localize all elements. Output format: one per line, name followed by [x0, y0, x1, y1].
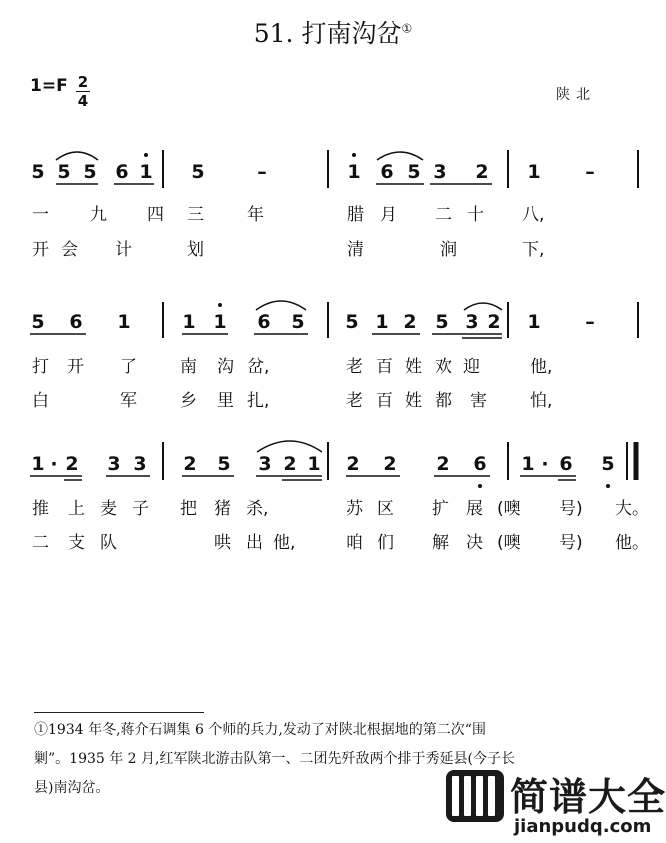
lyric-r3-v1-0: 推 [32, 499, 49, 519]
svg-text:1: 1 [117, 311, 131, 333]
lyric-r2-v2-10: 怕, [530, 391, 553, 411]
lyric-r2-v1-8: 姓 [405, 357, 422, 377]
svg-text:6: 6 [115, 161, 129, 183]
lyric-r3-v2-9: 决 [466, 533, 483, 553]
lyric-r2-v2-2: 乡 [180, 391, 197, 411]
lyric-r3-v1-6: 杀, [246, 499, 269, 519]
lyric-r1-v1-2: 四 [147, 205, 164, 225]
svg-text:5: 5 [291, 311, 305, 333]
svg-text:3: 3 [433, 161, 447, 183]
lyric-r3-v2-8: 解 [432, 533, 449, 553]
svg-text:5: 5 [407, 161, 421, 183]
svg-text:5: 5 [601, 453, 615, 475]
lyric-r3-v1-11: (噢 [497, 499, 521, 519]
svg-text:–: – [585, 311, 595, 333]
footnote-divider [34, 712, 204, 713]
song-number: 51. [253, 19, 294, 48]
lyric-r3-v1-10: 展 [466, 499, 483, 519]
lyric-r2-v1-0: 打 [32, 357, 49, 377]
footnote-line-1: ①1934 年冬,蒋介石调集 6 个师的兵力,发动了对陕北根据地的第二次“围 [34, 722, 486, 738]
score-row-1 [31, 161, 594, 183]
watermark-url: jianpudq.com [514, 816, 652, 837]
svg-text:2: 2 [283, 453, 297, 475]
lyric-r3-v1-7: 苏 [346, 499, 363, 519]
title-footnote-mark: ① [401, 21, 413, 36]
lyric-r1-v1-7: 二 [435, 205, 452, 225]
lyric-r3-v1-4: 把 [180, 499, 197, 519]
svg-text:5: 5 [345, 311, 359, 333]
svg-text:·: · [541, 453, 549, 475]
svg-text:5: 5 [191, 161, 205, 183]
svg-text:1: 1 [31, 453, 45, 475]
svg-text:2: 2 [346, 453, 360, 475]
lyric-r2-v2-3: 里 [217, 391, 234, 411]
lyric-r2-v2-9: 害 [470, 391, 487, 411]
key-signature: 1=F [30, 76, 68, 96]
footnote-line-2: 剿”。1935 年 2 月,红军陕北游击队第一、二团先歼敌两个排于秀延县(今子长 [34, 751, 515, 767]
svg-text:1: 1 [307, 453, 321, 475]
svg-text:2: 2 [436, 453, 450, 475]
svg-text:1: 1 [347, 161, 361, 183]
svg-text:2: 2 [475, 161, 489, 183]
lyric-r2-v1-11: 他, [530, 357, 553, 377]
svg-text:2: 2 [487, 311, 501, 333]
lyric-r3-v1-1: 上 [68, 499, 85, 519]
song-origin: 陕北 [556, 87, 596, 103]
svg-text:1: 1 [182, 311, 196, 333]
svg-text:5: 5 [31, 161, 45, 183]
lyric-r3-v1-8: 区 [377, 499, 394, 519]
lyric-r3-v2-12: 他。 [615, 533, 649, 553]
svg-text:6: 6 [257, 311, 271, 333]
lyric-r3-v1-9: 扩 [432, 499, 449, 519]
lyric-r2-v1-9: 欢 [435, 357, 452, 377]
lyric-r3-v1-12: 号) [559, 499, 583, 519]
score-row-2 [31, 311, 594, 333]
lyric-r2-v2-4: 扎, [247, 391, 270, 411]
svg-text:–: – [257, 161, 267, 183]
svg-text:1: 1 [521, 453, 535, 475]
svg-text:3: 3 [107, 453, 121, 475]
lyric-r2-v1-1: 开 [67, 357, 84, 377]
lyric-r3-v1-3: 子 [132, 499, 149, 519]
svg-text:5: 5 [217, 453, 231, 475]
lyric-r1-v1-5: 腊 [347, 205, 364, 225]
lyric-r2-v1-10: 迎 [463, 357, 480, 377]
lyric-r2-v2-5: 老 [346, 391, 363, 411]
lyric-r3-v1-13: 大。 [615, 499, 649, 519]
lyric-r2-v1-5: 岔, [247, 357, 270, 377]
piano-logo-icon [446, 770, 504, 822]
svg-text:5: 5 [435, 311, 449, 333]
lyric-r1-v2-1: 会 [61, 240, 78, 260]
svg-text:1: 1 [527, 311, 541, 333]
lyric-r2-v2-7: 姓 [405, 391, 422, 411]
lyric-r2-v2-1: 军 [120, 391, 137, 411]
lyric-r2-v1-7: 百 [376, 357, 393, 377]
lyric-r3-v2-6: 咱 [346, 533, 363, 553]
svg-text:1: 1 [213, 311, 227, 333]
lyric-r1-v1-9: 八, [522, 205, 545, 225]
svg-text:6: 6 [473, 453, 487, 475]
lyric-r3-v2-5: 他, [273, 533, 296, 553]
lyric-r1-v1-0: 一 [32, 205, 49, 225]
watermark-brand: 简谱大全 [510, 775, 666, 819]
lyric-r3-v2-11: 号) [559, 533, 583, 553]
lyric-r2-v1-4: 沟 [217, 357, 234, 377]
lyric-r1-v1-3: 三 [187, 205, 204, 225]
lyric-r3-v2-10: (噢 [497, 533, 521, 553]
lyric-r3-v2-1: 支 [68, 533, 85, 553]
lyric-r2-v1-2: 了 [120, 357, 137, 377]
lyric-r3-v1-5: 猪 [214, 499, 231, 519]
lyric-r1-v1-8: 十 [467, 205, 484, 225]
lyric-r1-v2-3: 划 [187, 240, 204, 260]
svg-text:6: 6 [69, 311, 83, 333]
svg-text:·: · [50, 453, 58, 475]
svg-text:6: 6 [559, 453, 573, 475]
lyric-r2-v2-8: 都 [435, 391, 452, 411]
svg-text:2: 2 [183, 453, 197, 475]
svg-text:1: 1 [527, 161, 541, 183]
svg-text:–: – [585, 161, 595, 183]
score-row-3 [31, 453, 614, 475]
lyric-r1-v2-2: 计 [115, 240, 132, 260]
lyric-r1-v2-4: 清 [347, 240, 364, 260]
svg-text:3: 3 [258, 453, 272, 475]
watermark [446, 770, 666, 840]
lyric-r3-v2-2: 队 [100, 533, 117, 553]
svg-text:5: 5 [57, 161, 71, 183]
footnote-line-3: 县)南沟岔。 [34, 780, 110, 796]
svg-text:3: 3 [465, 311, 479, 333]
svg-text:5: 5 [31, 311, 45, 333]
lyric-r2-v1-6: 老 [346, 357, 363, 377]
lyric-r2-v2-0: 白 [32, 391, 49, 411]
song-name: 打南沟岔 [301, 19, 402, 48]
lyric-r1-v1-1: 九 [90, 205, 107, 225]
lyric-r3-v1-2: 麦 [100, 499, 117, 519]
time-bottom: 4 [77, 92, 89, 110]
lyric-r3-v2-7: 们 [377, 533, 394, 553]
lyric-r2-v1-3: 南 [180, 357, 197, 377]
svg-text:2: 2 [383, 453, 397, 475]
svg-text:1: 1 [139, 161, 153, 183]
svg-text:3: 3 [133, 453, 147, 475]
lyric-r3-v2-0: 二 [32, 533, 49, 553]
lyric-r1-v1-6: 月 [380, 205, 397, 225]
svg-text:1: 1 [375, 311, 389, 333]
lyric-r1-v2-5: 涧 [440, 240, 457, 260]
lyric-r1-v1-4: 年 [247, 205, 264, 225]
svg-text:2: 2 [65, 453, 79, 475]
time-top: 2 [77, 73, 89, 91]
svg-text:2: 2 [403, 311, 417, 333]
svg-text:6: 6 [380, 161, 394, 183]
svg-text:5: 5 [83, 161, 97, 183]
lyric-r3-v2-3: 哄 [214, 533, 231, 553]
lyric-r1-v2-0: 开 [32, 240, 49, 260]
lyric-r3-v2-4: 出 [246, 533, 263, 553]
lyric-r1-v2-6: 下, [522, 240, 545, 260]
lyric-r2-v2-6: 百 [376, 391, 393, 411]
